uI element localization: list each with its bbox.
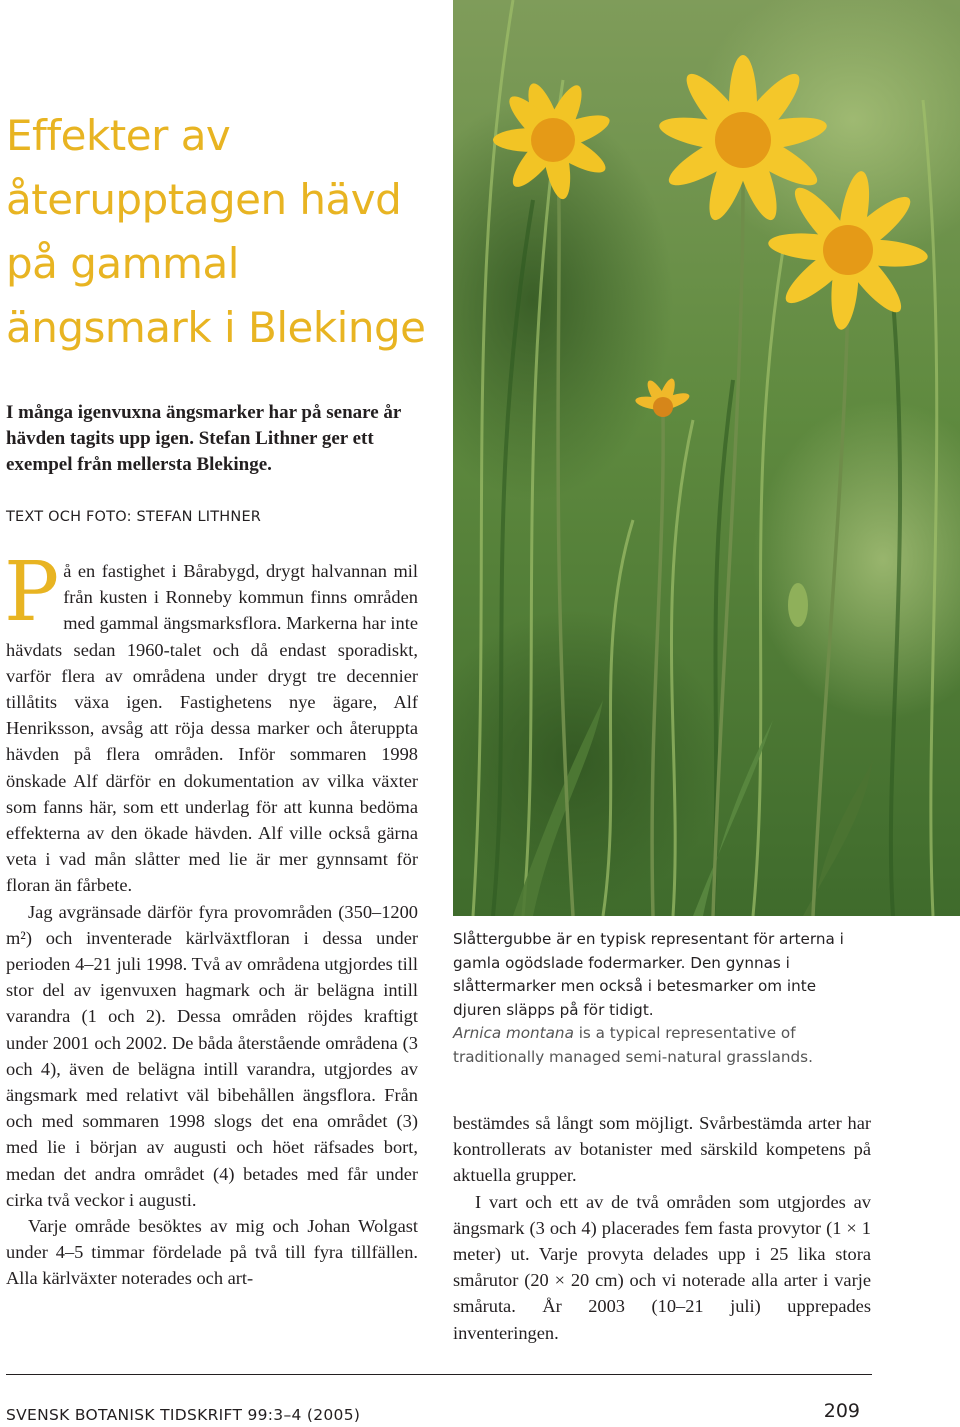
page-number: 209 [823,1400,860,1422]
body-paragraph-1: På en fastighet i Bårabygd, drygt halvannan mil från kusten i Ronneby kommun finns områden med gammal ängsmarksflora. Markerna har inte hävdats sedan 1960-talet och då endast sporadiskt, varför flera av områdena under drygt tre decennier tillåtits växa igen. Fastighetens nye ägare, Alf Henriksson, avsåg att röja dessa marker och återuppta hävden på flera områden. Inför sommaren 1998 önskade Alf därför en dokumentation av vilka växter som fanns här, som ett underlag för att kunna bedöma effekterna av den ökade hävden. Alf ville också gärna veta i vad mån slåtter med lie är mer gynnsamt för floran än fårbete. [4,545,418,896]
journal-footer: SVENSK BOTANISK TIDSKRIFT 99:3–4 (2005) [6,1406,361,1424]
body-paragraph-5: I vart och ett av de två områden som utgjordes av ängsmark (3 och 4) placerades fem fasta provytor (1 × 1 meter) ut. Varje provyta delades upp i 25 lika stora smårutor (20 × 20 cm) och vi noterade alla arter i varje småruta. År 2003 (10–21 juli) upprepades inventeringen. [453,1191,871,1343]
caption-english: Arnica montana is a typical representative of traditionally managed semi-natural grasslands. [453,1024,813,1066]
article-title: Effekter av återupptagen hävd på gammal ängsmark i Blekinge [6,111,426,352]
byline: TEXT OCH FOTO: STEFAN LITHNER [6,509,262,525]
caption-swedish: Slåttergubbe är en typisk representant för arterna i gamla ogödslade fodermarker. Den gynnas i slåttermarker men också i betesmarker om inte djuren släpps på för tidigt. [453,930,844,1019]
drop-cap: P [4,545,60,640]
body-paragraph-3: Varje område besöktes av mig och Johan Wolgast under 4–5 timmar fördelade på två till fyra tillfällen. Alla kärlväxter noterades och art- [6,1216,418,1289]
body-column-left [4,545,418,1292]
body-column-right [453,1110,871,1346]
caption-species-name: Arnica montana [453,1024,574,1042]
article-lead: I många igenvuxna ängsmarker har på senare år hävden tagits upp igen. Stefan Lithner ger ett exempel från mellersta Blekinge. [6,402,401,475]
flower-photo-illustration [453,0,960,916]
photo-caption [453,928,858,1069]
footer-rule [6,1374,872,1375]
body-paragraph-2: Jag avgränsade därför fyra provområden (350–1200 m²) och inventerade kärlväxtfloran i dessa under perioden 4–21 juli 1998. Två av områdena utgjordes till stor del av igenvuxen hagmark och är belägna intill varandra (1 och 2). Dessa områden röjdes kraftigt under 2001 och 2002. De båda återstående områdena (3 och 4), även de belägna intill varandra, utgjordes av ängsmark med relativt väl bibehållen ängsflora. Från och med sommaren 1998 slogs det ena området (3) med lie i början av augusti och höet räfsades bort, medan det andra området (4) betades med får under cirka två veckor i augusti. [6,901,418,1210]
arnica-photo [453,0,960,916]
body-paragraph-4: bestämdes så långt som möjligt. Svårbestämda arter har kontrollerats av botanister med särskild kompetens på aktuella grupper. [453,1113,871,1186]
